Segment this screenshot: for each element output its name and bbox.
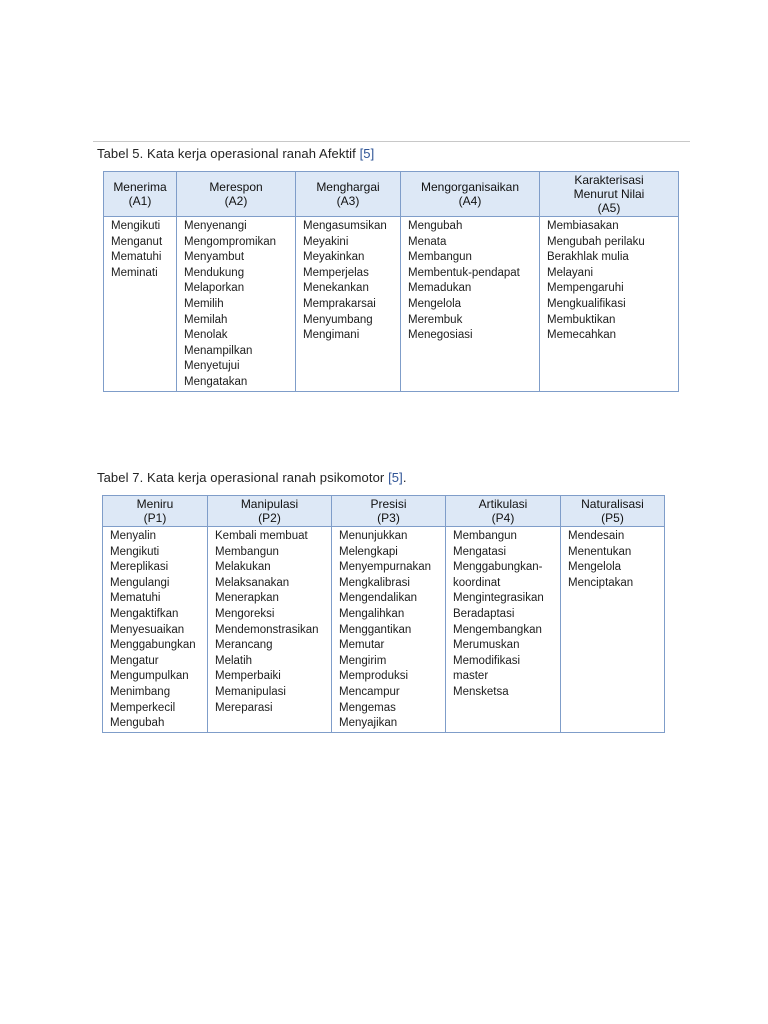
table-psikomotor (102, 495, 665, 733)
verb-item: Mengintegrasikan (453, 592, 544, 605)
header-label: Presisi (370, 497, 407, 511)
table-5-caption-text: Tabel 5. Kata kerja operasional ranah Afektif (97, 146, 360, 161)
verb-item: Menyalin (110, 530, 157, 542)
header-label: Artikulasi (478, 497, 528, 511)
column-a1 (104, 217, 177, 392)
verb-item: Memperbaiki (215, 670, 281, 683)
verb-item: Menentukan (568, 545, 632, 558)
verb-item: Menerapkan (215, 592, 279, 605)
verb-item: Mengulangi (110, 576, 170, 589)
verb-item: Menyambut (184, 251, 245, 264)
verb-item: Menganut (111, 235, 163, 248)
verb-item: Mengatur (110, 654, 159, 667)
verb-item: Menggantikan (339, 623, 412, 636)
header-label: Menerima (113, 180, 167, 194)
header-label: Mengorganisaikan (420, 180, 520, 194)
table-7-header-row (103, 496, 665, 527)
header-a2 (177, 172, 296, 217)
verb-item: Memperkecil (110, 701, 176, 714)
verb-item: Meyakini (303, 235, 349, 248)
verb-item: Memproduksi (339, 670, 409, 683)
verb-item: Memodifikasi (453, 654, 521, 667)
verb-item: Mematuhi (110, 592, 161, 605)
header-p4 (446, 496, 561, 527)
header-code: (P5) (601, 511, 624, 525)
verb-item: Membuktikan (547, 313, 616, 326)
header-code: (A4) (458, 194, 482, 208)
verb-item: Memanipulasi (215, 685, 286, 698)
verb-item: Menyumbang (303, 313, 373, 326)
verb-item: Melaporkan (184, 282, 245, 295)
header-p3 (332, 496, 446, 527)
table-afektif (103, 171, 679, 392)
verb-item: Mereparasi (215, 701, 273, 714)
verb-item: Melakukan (215, 561, 271, 574)
table-5-body-row (104, 217, 679, 392)
header-code: (P3) (377, 511, 400, 525)
verb-item: Mendesain (568, 530, 625, 542)
verb-item: Menyetujui (184, 360, 240, 373)
column-a3 (296, 217, 401, 392)
verb-item: Meyakinkan (303, 251, 365, 264)
verb-item: Mengelola (408, 297, 462, 310)
verb-item: Memutar (339, 639, 385, 652)
verb-item: Mengatakan (184, 375, 248, 388)
verb-item: Mengkualifikasi (547, 297, 626, 310)
verb-item: Menegosiasi (408, 329, 473, 342)
verb-item: Mengikuti (110, 545, 160, 558)
verb-item: Meminati (111, 266, 158, 279)
verb-item: Mengoreksi (215, 607, 275, 620)
verb-item: Menata (408, 235, 447, 248)
column-a2 (177, 217, 296, 392)
header-p1 (103, 496, 208, 527)
verb-item: Memadukan (408, 282, 472, 295)
verb-item: Mengelola (568, 561, 622, 574)
verb-item: Menyenangi (184, 220, 247, 232)
table-7-caption-text: Tabel 7. Kata kerja operasional ranah psikomotor (97, 470, 389, 485)
verb-item: Membangun (215, 545, 279, 558)
table-7-reference: [5] (388, 470, 403, 485)
verb-item: Mengubah (110, 717, 165, 730)
header-code: (P4) (491, 511, 515, 525)
top-divider-line (93, 141, 690, 142)
verb-item: Mengubah perilaku (547, 235, 645, 248)
verb-item: Mengaktifkan (110, 607, 179, 620)
verb-item: Mempengaruhi (547, 282, 624, 295)
verb-item: Membangun (408, 251, 472, 264)
header-a3 (296, 172, 401, 217)
verb-item: koordinat (453, 576, 501, 589)
header-p5 (561, 496, 665, 527)
verb-item: Mensketsa (453, 685, 509, 698)
verb-item: Menyajikan (339, 717, 398, 730)
verb-item: Memilih (184, 297, 224, 310)
verb-item: Mengkalibrasi (339, 576, 410, 589)
header-code: (A3) (336, 194, 360, 208)
verb-item: Memperjelas (303, 266, 369, 279)
verb-item: Mengasumsikan (303, 220, 387, 232)
header-p2 (208, 496, 332, 527)
table-7-caption (97, 470, 407, 485)
table-7-body-row (103, 527, 665, 733)
verb-item: Membangun (453, 530, 517, 542)
verb-item: Mengembangkan (453, 623, 542, 636)
verb-item: Memprakarsai (303, 297, 376, 310)
verb-item: Mengemas (339, 701, 396, 714)
verb-item: Berakhlak mulia (547, 251, 629, 264)
column-p5 (561, 527, 665, 733)
column-p3 (332, 527, 446, 733)
verb-item: Mengendalikan (339, 592, 418, 605)
header-label: Manipulasi (240, 497, 299, 511)
verb-item: Mengumpulkan (110, 670, 189, 683)
header-code: (P2) (258, 511, 281, 525)
verb-item: Melaksanakan (215, 576, 290, 589)
verb-item: Menolak (184, 329, 228, 342)
header-label: Merespon (209, 180, 263, 194)
header-code: (P1) (143, 511, 167, 525)
table-7-caption-period: . (402, 470, 407, 485)
verb-item: Membiasakan (547, 220, 619, 232)
verb-item: Menampilkan (184, 344, 253, 357)
header-label: Karakterisasi Menurut Nilai (573, 173, 645, 201)
header-a5 (540, 172, 679, 217)
verb-item: Melayani (547, 266, 594, 279)
verb-item: Mengirim (339, 654, 387, 667)
header-code: (A2) (224, 194, 248, 208)
verb-item: Menggabungkan- (453, 561, 543, 574)
verb-item: Merancang (215, 639, 273, 652)
table-5-header-row (104, 172, 679, 217)
column-p1 (103, 527, 208, 733)
verb-item: Mengatasi (453, 545, 507, 558)
verb-item: Memecahkan (547, 329, 617, 342)
verb-item: Menggabungkan (110, 639, 196, 652)
table-5-reference: [5] (359, 146, 375, 161)
column-a5 (540, 217, 679, 392)
verb-item: Mengompromikan (184, 235, 277, 248)
verb-item: Melengkapi (339, 545, 398, 558)
column-p4 (446, 527, 561, 733)
verb-item: Beradaptasi (453, 607, 515, 620)
verb-item: Menekankan (303, 282, 369, 295)
header-a4 (401, 172, 540, 217)
column-a4 (401, 217, 540, 392)
verb-item: Mendukung (184, 266, 245, 279)
header-code: (A5) (597, 201, 621, 215)
table-5-caption (97, 146, 374, 161)
header-label: Naturalisasi (581, 497, 644, 511)
header-label: Menghargai (316, 180, 380, 194)
header-code: (A1) (128, 194, 152, 208)
verb-item: Memilah (184, 313, 228, 326)
verb-item: Menciptakan (568, 576, 634, 589)
verb-item: Mencampur (339, 685, 400, 698)
verb-item: Kembali membuat (215, 530, 308, 542)
verb-item: Menyempurnakan (339, 561, 432, 574)
verb-item: Membentuk-pendapat (408, 266, 520, 279)
header-label: Meniru (136, 497, 174, 511)
verb-item: Menyesuaikan (110, 623, 185, 636)
verb-item: Mengubah (408, 220, 463, 232)
verb-item: Merumuskan (453, 639, 520, 652)
verb-item: Mengimani (303, 329, 360, 342)
verb-item: Mengikuti (111, 220, 161, 232)
column-p2 (208, 527, 332, 733)
verb-item: Menimbang (110, 685, 171, 698)
verb-item: Mematuhi (111, 251, 162, 264)
verb-item: Mereplikasi (110, 561, 169, 574)
verb-item: master (453, 670, 489, 683)
verb-item: Mendemonstrasikan (215, 623, 319, 636)
verb-item: Mengalihkan (339, 607, 405, 620)
header-a1 (104, 172, 177, 217)
verb-item: Merembuk (408, 313, 463, 326)
verb-item: Menunjukkan (339, 530, 408, 542)
verb-item: Melatih (215, 654, 253, 667)
